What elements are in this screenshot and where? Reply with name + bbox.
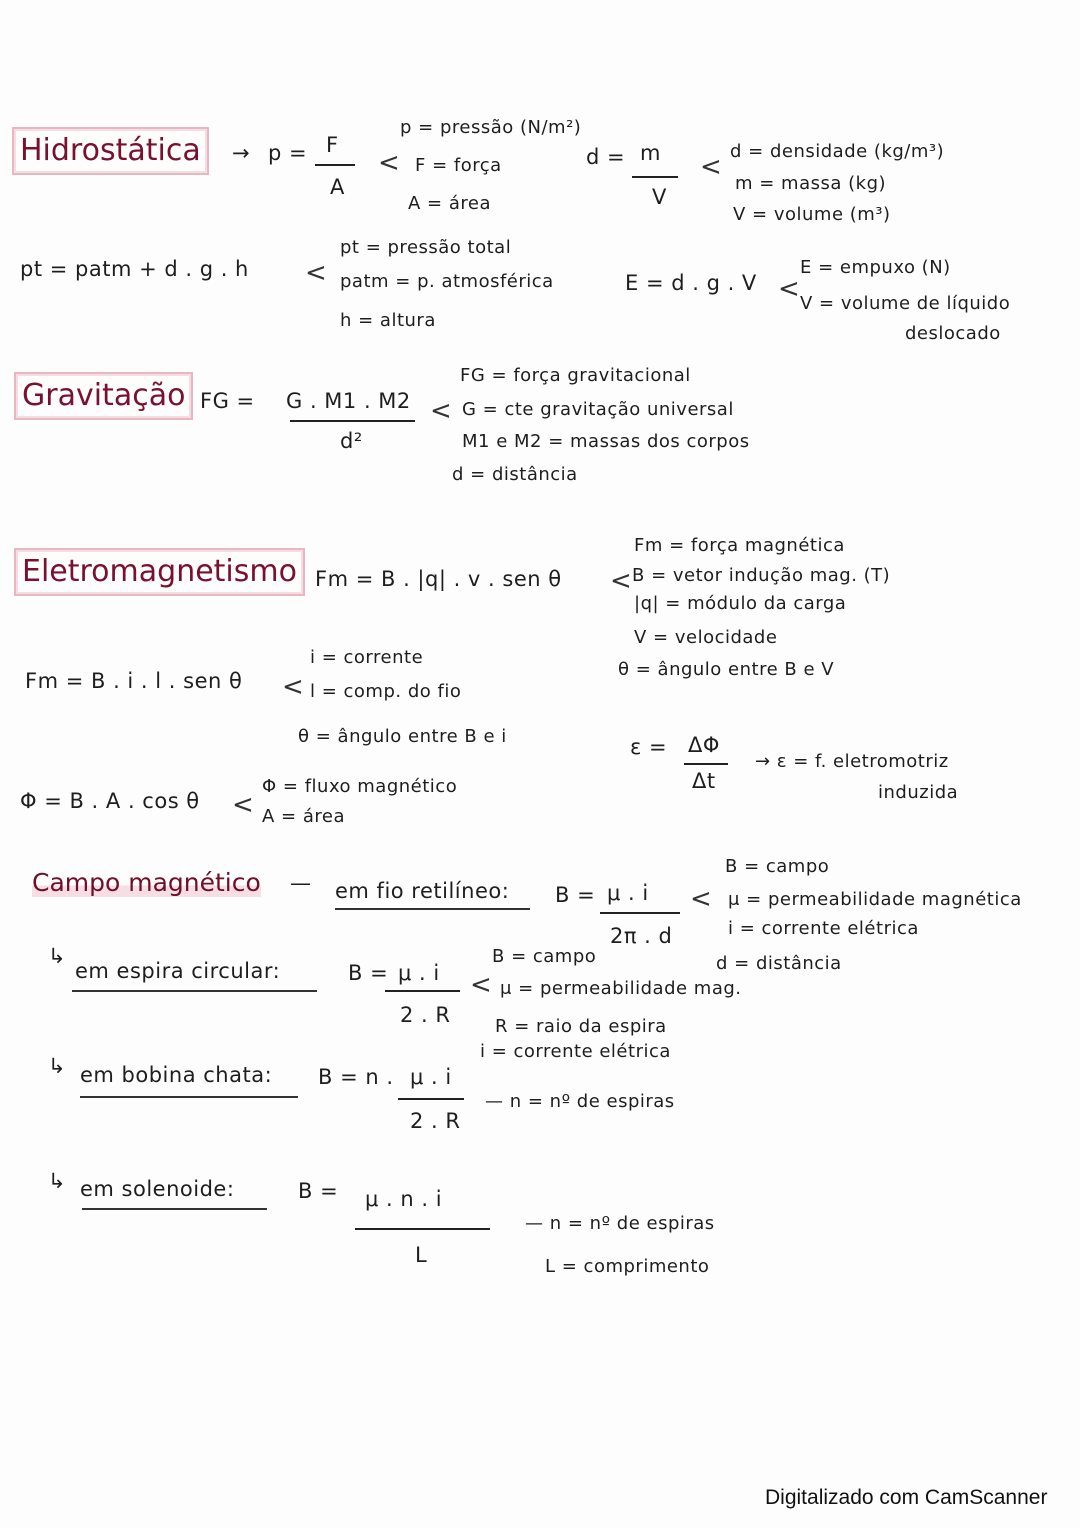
definition: V = velocidade: [634, 627, 778, 648]
definition: FG = força gravitacional: [460, 365, 691, 386]
formula-lhs: ε =: [630, 735, 668, 759]
fraction-bar: [600, 912, 680, 914]
fraction-numerator: ΔΦ: [688, 733, 720, 757]
formula-lhs: B =: [555, 883, 596, 907]
definition: patm = p. atmosférica: [340, 271, 554, 292]
arrow: ↳: [48, 1169, 67, 1193]
definition: d = distância: [452, 464, 578, 485]
fraction-denominator: Δt: [692, 769, 716, 793]
scanner-watermark: Digitalizado com CamScanner: [765, 1486, 1048, 1509]
definition: — n = nº de espiras: [525, 1213, 715, 1234]
definition: deslocado: [905, 323, 1001, 344]
section-title-hidrostatica: Hidrostática: [12, 127, 209, 175]
brace: <: [778, 274, 800, 304]
definition: L = comprimento: [545, 1256, 710, 1277]
brace: <: [305, 258, 327, 288]
section-title-gravitacao: Gravitação: [14, 372, 193, 420]
fraction-bar: [315, 164, 355, 166]
fraction-denominator: A: [330, 175, 345, 199]
definition: R = raio da espira: [495, 1016, 667, 1037]
formula-lhs: d =: [586, 145, 626, 169]
definition: A = área: [262, 806, 345, 827]
definition: m = massa (kg): [735, 173, 887, 194]
underline: [80, 1096, 298, 1098]
fraction-bar: [684, 763, 728, 765]
case-label: em fio retilíneo:: [335, 879, 510, 903]
arrow: ↳: [48, 1054, 67, 1078]
fraction-numerator: μ . i: [607, 881, 649, 905]
definition: B = campo: [492, 946, 597, 967]
definition: V = volume de líquido: [800, 293, 1011, 314]
fraction-denominator: L: [415, 1243, 428, 1267]
definition: p = pressão (N/m²): [400, 117, 582, 138]
definition: μ = permeabilidade magnética: [728, 889, 1022, 910]
definition: |q| = módulo da carga: [634, 593, 847, 614]
definition: pt = pressão total: [340, 237, 512, 258]
definition: Φ = fluxo magnético: [262, 776, 458, 797]
definition: B = campo: [725, 856, 830, 877]
definition: i = corrente: [310, 647, 424, 668]
fraction-bar: [385, 990, 460, 992]
formula-lhs: B =: [348, 961, 389, 985]
formula-forca-carga: Fm = B . |q| . v . sen θ: [315, 567, 562, 591]
brace: <: [700, 152, 722, 182]
section-title-eletromagnetismo: Eletromagnetismo: [14, 548, 305, 596]
definition: h = altura: [340, 310, 436, 331]
brace: <: [232, 790, 254, 820]
fraction-bar: [355, 1228, 490, 1230]
underline: [335, 908, 530, 910]
fraction-bar: [632, 176, 678, 178]
case-label: em espira circular:: [75, 959, 281, 983]
definition: d = densidade (kg/m³): [730, 141, 945, 162]
dash: —: [290, 871, 312, 895]
fraction-numerator: m: [640, 141, 661, 165]
formula-pressao-total: pt = patm + d . g . h: [20, 257, 249, 281]
definition: → ε = f. eletromotriz: [755, 751, 949, 772]
definition: i = corrente elétrica: [480, 1041, 671, 1062]
case-label: em solenoide:: [80, 1177, 235, 1201]
fraction-denominator: 2 . R: [400, 1003, 451, 1027]
fraction-bar: [290, 420, 415, 422]
formula-empuxo: E = d . g . V: [625, 271, 757, 295]
definition: μ = permeabilidade mag.: [500, 978, 742, 999]
fraction-numerator: μ . i: [410, 1065, 452, 1089]
definition: l = comp. do fio: [310, 681, 462, 702]
formula-forca-fio: Fm = B . i . l . sen θ: [25, 669, 243, 693]
brace: <: [610, 566, 632, 596]
definition: B = vetor indução mag. (T): [632, 565, 891, 586]
definition: θ = ângulo entre B e V: [618, 659, 835, 680]
fraction-denominator: 2 . R: [410, 1109, 461, 1133]
fraction-numerator: G . M1 . M2: [286, 389, 411, 413]
formula-lhs: B = n .: [318, 1065, 394, 1089]
fraction-denominator: 2π . d: [610, 924, 673, 948]
definition: G = cte gravitação universal: [462, 399, 734, 420]
definition: M1 e M2 = massas dos corpos: [462, 431, 750, 452]
arrow: ↳: [48, 944, 67, 968]
section-title-campo-magnetico: Campo magnético: [32, 868, 261, 897]
underline: [72, 990, 317, 992]
brace: <: [378, 148, 400, 178]
definition: E = empuxo (N): [800, 257, 951, 278]
definition: — n = nº de espiras: [485, 1091, 675, 1112]
fraction-numerator: F: [326, 133, 339, 157]
fraction-numerator: μ . i: [398, 961, 440, 985]
definition: A = área: [408, 193, 491, 214]
formula-lhs: p =: [268, 141, 308, 165]
brace: <: [690, 884, 712, 914]
underline: [82, 1208, 267, 1210]
formula-lhs: FG =: [200, 389, 255, 413]
brace: <: [430, 396, 452, 426]
definition: induzida: [878, 782, 959, 803]
case-label: em bobina chata:: [80, 1063, 273, 1087]
brace: <: [470, 970, 492, 1000]
formula-fluxo: Φ = B . A . cos θ: [20, 789, 200, 813]
definition: i = corrente elétrica: [728, 918, 919, 939]
brace: <: [282, 672, 304, 702]
formula-lhs: B =: [298, 1179, 339, 1203]
fraction-denominator: V: [652, 185, 667, 209]
definition: θ = ângulo entre B e i: [298, 726, 507, 747]
arrow: →: [232, 141, 251, 165]
definition: F = força: [415, 155, 502, 176]
fraction-numerator: μ . n . i: [365, 1187, 443, 1211]
definition: Fm = força magnética: [634, 535, 845, 556]
fraction-denominator: d²: [340, 429, 363, 453]
definition: d = distância: [716, 953, 842, 974]
definition: V = volume (m³): [733, 204, 891, 225]
fraction-bar: [398, 1098, 464, 1100]
